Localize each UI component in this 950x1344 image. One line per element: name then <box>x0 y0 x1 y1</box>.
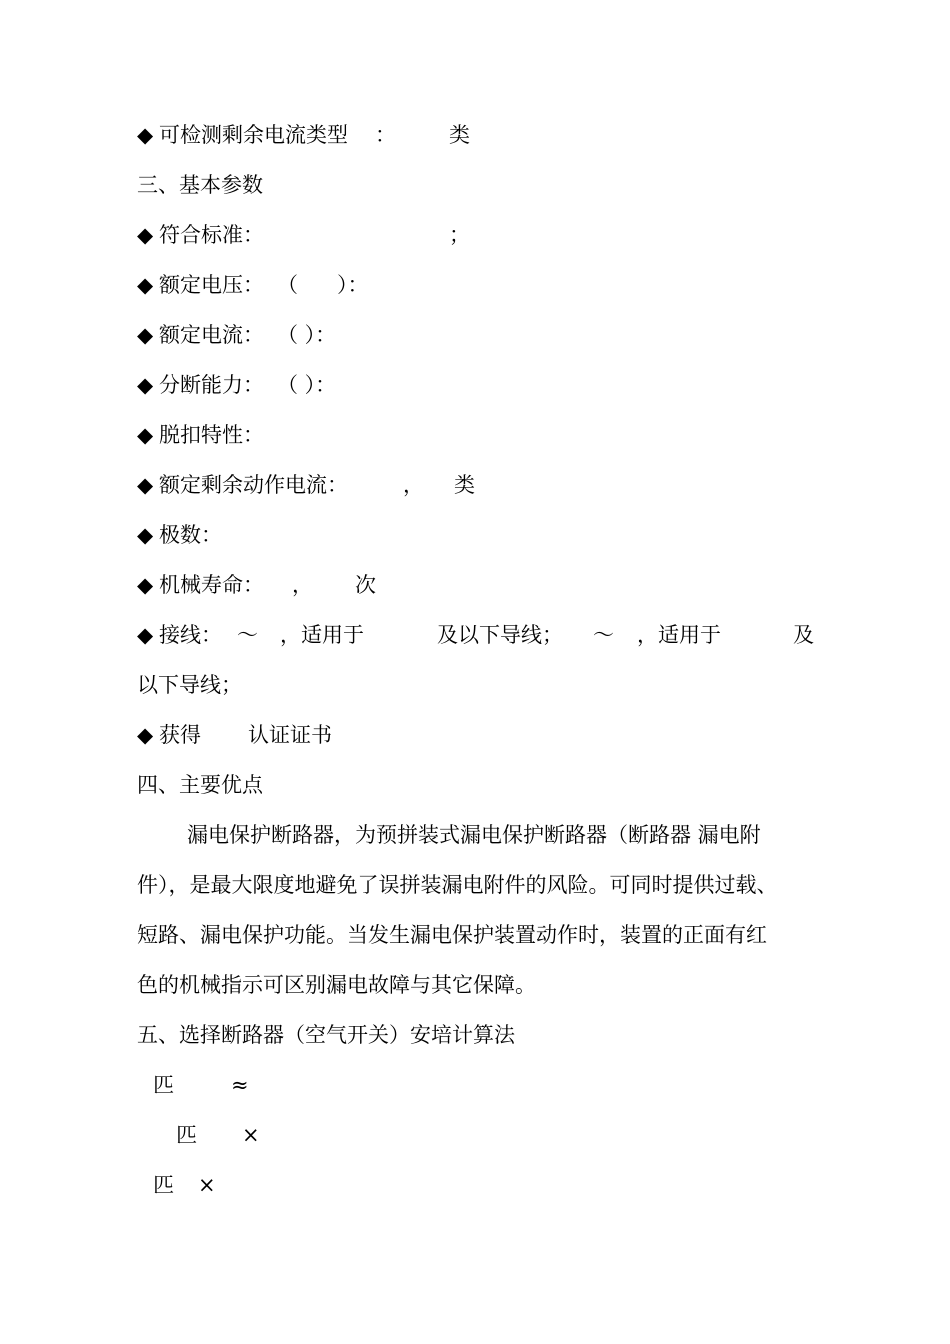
rated-voltage-paren-open: （ <box>277 273 298 297</box>
standard-line <box>137 221 537 249</box>
rated-current-label: 额定电流： <box>159 323 264 347</box>
bullet-icon: ◆ <box>137 273 154 297</box>
wiring-applies-2: ，适用于 <box>637 623 721 647</box>
rated-residual-current-comma: ， <box>403 473 424 497</box>
wiring-applies-1: ，适用于 <box>280 623 364 647</box>
wiring-label: 接线： <box>159 623 222 647</box>
bullet-icon: ◆ <box>137 223 154 247</box>
residual-type-suffix: 类 <box>449 123 470 147</box>
wiring-below-1: 及以下导线； <box>437 623 563 647</box>
rated-voltage-label: 额定电压： <box>159 273 264 297</box>
residual-type-colon: ： <box>375 123 396 147</box>
bullet-icon: ◆ <box>137 423 154 447</box>
bullet-icon: ◆ <box>137 123 154 147</box>
certification-line <box>137 721 537 749</box>
formula-1-operator: ≈ <box>231 1073 249 1097</box>
section5-heading: 五、选择断路器（空气开关）安培计算法 <box>137 1023 515 1047</box>
poles-line <box>137 521 537 549</box>
breaking-capacity-label: 分断能力： <box>159 373 264 397</box>
formula-1-unit: 匹 <box>153 1073 174 1097</box>
bullet-icon: ◆ <box>137 523 154 547</box>
formula-3-operator: × <box>198 1173 216 1197</box>
formula-line-3 <box>153 1171 353 1199</box>
certification-label: 获得 <box>159 723 201 747</box>
advantages-line-2: 件），是最大限度地避免了误拼装漏电附件的风险。可同时提供过载、 <box>137 873 778 897</box>
breaking-capacity-paren: （ ）： <box>277 373 337 397</box>
bullet-icon: ◆ <box>137 623 154 647</box>
breaking-capacity-line <box>137 371 537 399</box>
advantages-line-4: 色的机械指示可区别漏电故障与其它保障。 <box>137 973 536 997</box>
advantages-line-3: 短路、漏电保护功能。当发生漏电保护装置动作时，装置的正面有红 <box>137 923 767 947</box>
bullet-icon: ◆ <box>137 573 154 597</box>
mechanical-life-label: 机械寿命： <box>159 573 264 597</box>
certification-suffix: 认证证书 <box>248 723 332 747</box>
rated-residual-current-suffix: 类 <box>454 473 475 497</box>
formula-2-unit: 匹 <box>176 1123 197 1147</box>
section3-heading: 三、基本参数 <box>137 173 263 197</box>
mechanical-life-suffix: 次 <box>355 573 376 597</box>
bullet-icon: ◆ <box>137 723 154 747</box>
wiring-tilde-2: ～ <box>593 623 614 647</box>
wiring-below-2-start: 及 <box>793 623 814 647</box>
rated-residual-current-label: 额定剩余动作电流： <box>159 473 348 497</box>
rated-voltage-line <box>137 271 537 299</box>
bullet-icon: ◆ <box>137 473 154 497</box>
poles-label: 极数： <box>159 523 222 547</box>
residual-type-label: 可检测剩余电流类型 <box>159 123 348 147</box>
rated-voltage-paren-close: ）： <box>337 273 369 297</box>
standard-suffix: ； <box>449 223 470 247</box>
trip-characteristic-label: 脱扣特性： <box>159 423 264 447</box>
formula-3-unit: 匹 <box>153 1173 174 1197</box>
formula-line-2 <box>176 1121 376 1149</box>
standard-label: 符合标准： <box>159 223 264 247</box>
formula-line-1 <box>153 1071 353 1099</box>
advantages-line-1: 漏电保护断路器，为预拼装式漏电保护断路器（断路器 漏电附 <box>187 823 761 847</box>
bullet-icon: ◆ <box>137 323 154 347</box>
mechanical-life-comma: ， <box>292 573 313 597</box>
section4-heading: 四、主要优点 <box>137 773 263 797</box>
residual-type-line <box>137 121 537 149</box>
rated-current-line <box>137 321 537 349</box>
rated-current-paren: （ ）： <box>277 323 337 347</box>
wiring-continuation: 以下导线； <box>137 673 242 697</box>
mechanical-life-line <box>137 571 537 599</box>
wiring-line <box>137 621 827 649</box>
bullet-icon: ◆ <box>137 373 154 397</box>
trip-characteristic-line <box>137 421 537 449</box>
formula-2-operator: × <box>242 1123 260 1147</box>
rated-residual-current-line <box>137 471 537 499</box>
wiring-tilde-1: ～ <box>237 623 258 647</box>
